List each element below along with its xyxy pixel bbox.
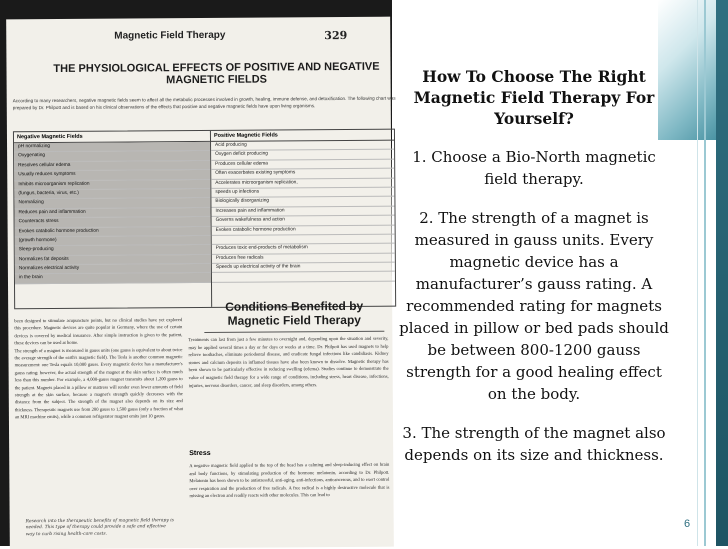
list-item-3: 3. The strength of the magnet also depends on its size and thickness. xyxy=(402,424,666,464)
table-row: Reduces pain and inflammation xyxy=(14,208,210,219)
book-page xyxy=(6,17,394,549)
book-section-title: Conditions Benefited by Magnetic Field Therapy xyxy=(204,299,384,333)
table-row: Normalizing xyxy=(14,198,210,209)
table-row xyxy=(212,272,395,283)
book-paragraph: A negative magnetic field applied to the top of the head has a calming and sleep-inducing effect on brain and body functions, by stimulating production of the hormone melatonin, according to Dr. Philpott. Melatonin has been shown to be antistressful, anti-aging, anti-infectious, anticancerous, and to exert control over respiration and the production of free radicals. A free radical is a highly destructive molecule that is missing an electron and readily reacts with other molecules. This can lead to xyxy=(189,461,390,499)
book-right-column-continued xyxy=(189,461,389,500)
book-subheading: Stress xyxy=(189,449,211,458)
table-row: Evokes catabolic hormone production xyxy=(15,226,211,237)
table-row: (growth hormone) xyxy=(15,236,211,247)
table-row: (fungus, bacteria, virus, etc.) xyxy=(14,189,210,200)
frame-line xyxy=(704,0,706,546)
list-item-1: 1. Choose a Bio-North magnetic field therapy. xyxy=(412,148,656,188)
table-row: Inhibits microorganism replication xyxy=(14,179,210,190)
table-row: Acid producing xyxy=(211,141,394,152)
table-row: Governs wakefulness and action xyxy=(212,216,395,227)
positive-fields-header: Positive Magnetic Fields xyxy=(211,130,394,142)
book-sidenote: Research into the therapeutic benefits of magnetic field therapy is needed. This type of therapy could provide a safe and effective way to curb rising health-care costs. xyxy=(25,518,174,538)
slide-content xyxy=(398,66,670,483)
table-row: speeds up infections xyxy=(211,188,394,199)
table-row: Sleep-producing xyxy=(15,245,211,256)
table-row: Oxygenating xyxy=(14,151,210,162)
table-row: Evokes catabolic hormone production xyxy=(212,225,395,236)
book-running-header: Magnetic Field Therapy xyxy=(114,29,226,42)
frame-line xyxy=(697,0,698,546)
negative-fields-header: Negative Magnetic Fields xyxy=(14,131,210,143)
table-row: Biologically disorganizing xyxy=(211,197,394,208)
book-page-number: 329 xyxy=(324,28,348,43)
table-row: in the brain xyxy=(15,273,211,284)
slide-title: How To Choose The Right Magnetic Field Therapy For Yourself? xyxy=(413,67,655,128)
book-box-title: THE PHYSIOLOGICAL EFFECTS OF POSITIVE AND NEGATIVE MAGNETIC FIELDS xyxy=(53,60,380,87)
frame-border-right xyxy=(716,0,728,546)
negative-fields-column xyxy=(14,131,212,308)
table-row: Speeds up electrical activity of the brain xyxy=(212,263,395,274)
book-left-column xyxy=(14,316,183,421)
positive-fields-column xyxy=(211,130,395,307)
table-row: Increases pain and inflammation xyxy=(211,206,394,217)
book-intro-text: According to many researchers, negative magnetic fields seem to affect all the metabolic processes involved in growth, healing, immune defense, and detoxification. The following chart was prepared by Dr. Philpott and is based on his clinical observations of the effects that positive and negative magnetic fields have upon living organisms. xyxy=(12,95,396,111)
table-row: Oxygen deficit producing xyxy=(211,150,394,161)
table-row: Produces cellular edema xyxy=(211,159,394,170)
slide-page-number: 6 xyxy=(684,518,691,530)
table-row: Normalizes fat deposits xyxy=(15,255,211,266)
book-paragraph: Treatments can last from just a few minutes to overnight and, depending upon the situation and severity, may be applied several times a day or for days or weeks at a time. Dr. Philpott has used magnets to help relieve toothaches, eliminate periodontal disease, and eradicate fungal infections like candidiasis. Kidney stones and calcium deposits in inflamed tissues have also been known to dissolve. Magnetic therapy has been shown to be particularly effective in reducing swelling (edema). Studies continue to demonstrate the value of magnetic field therapy for a wide range of conditions, including stress, heart disease, infections, injuries, nervous disorders, cancer, and sleep disorders, among others. xyxy=(188,335,389,388)
book-right-column xyxy=(188,335,388,390)
table-row: Counteracts stress xyxy=(15,217,211,228)
table-row: Produces free radicals xyxy=(212,253,395,264)
table-row: Accelerates microorganism replication, xyxy=(211,178,394,189)
table-row: Usually reduces symptoms xyxy=(14,170,210,181)
table-row: Often exacerbates existing symptoms xyxy=(211,169,394,180)
book-paragraph: been designed to stimulate acupuncture points, but no clinical studies have yet explored this procedure. Magnetic devices are quite popular in Germany, where the use of certain devices is covered by medical insurance. After simple instruction is given to the patient, these devices can be used at home. xyxy=(14,317,183,346)
list-item-2: 2. The strength of a magnet is measured in gauss units. Every magnetic device has a manufacturer’s gauss rating. A recommended rating for magnets placed in pillow or bed pads should be between 800-1200 gauss strength for a good healing effect on the body. xyxy=(399,209,669,403)
effects-table xyxy=(13,129,396,310)
table-row: Resolves cellular edema xyxy=(14,161,210,172)
book-paragraph: The strength of a magnet is measured in gauss units (one gauss is equivalent to about twice the average strength of the earth's magnetic field). The Tesla is another common magnetic measurement: one Tesla equals 10,000 gauss. Every magnetic device has a manufacturer's gauss rating; however, the actual strength of the magnet at the skin surface is often much less than this number. For example, a 4,000-gauss magnet transmits about 1,200 gauss to the patient. Magnets placed in a pillow or mattress will render even lower amounts of field strength at the skin surface, because a magnet's strength quickly decreases with the distance from the subject. The strength of the magnet also depends on its size and thickness. Therapeutic magnets use from 200 gauss to 1,500 gauss (only a fraction of what an MRI machine emits), while a common refrigerator magnet emits just 10 gauss. xyxy=(14,346,183,420)
table-row: Normalizes electrical activity xyxy=(15,264,211,275)
table-row: pH normalizing xyxy=(14,142,210,153)
table-row: Produces toxic end-products of metabolism xyxy=(212,244,395,255)
